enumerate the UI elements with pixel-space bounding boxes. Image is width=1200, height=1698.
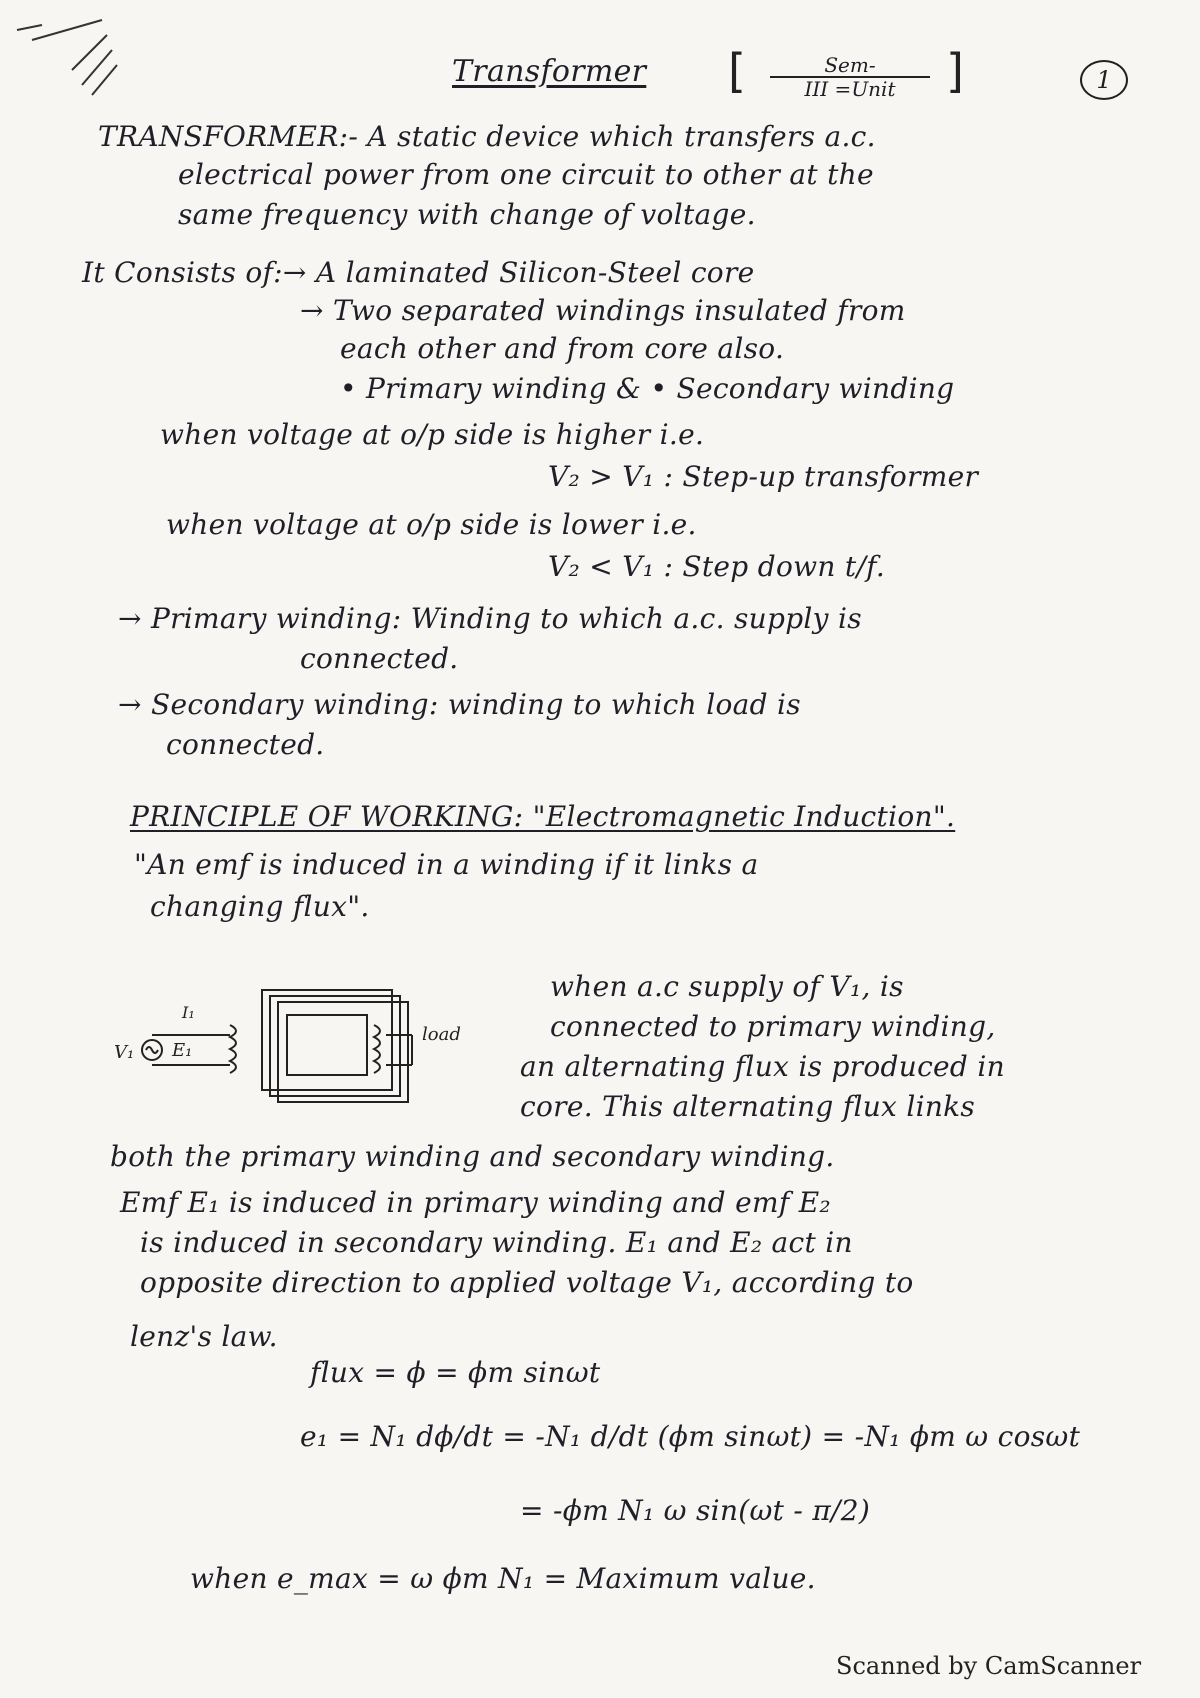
explanation-line-3: an alternating flux is produced in <box>520 1050 1005 1083</box>
definition-line-3: same frequency with change of voltage. <box>178 198 756 231</box>
unit-label <box>770 54 930 100</box>
i1-label: I₁ <box>182 1003 195 1022</box>
explanation-line-1: when a.c supply of V₁, is <box>550 970 904 1003</box>
emf-max-equation: when e_max = ω ϕm N₁ = Maximum value. <box>190 1562 816 1595</box>
secondary-winding-definition-2: connected. <box>166 728 325 761</box>
emf-equation: e₁ = N₁ dϕ/dt = -N₁ d/dt (ϕm sinωt) = -N₁ ϕm ω cosωt <box>300 1420 1081 1453</box>
load-label: load <box>422 1024 461 1045</box>
bracket-right: ] <box>946 44 964 98</box>
consists-line: It Consists of:→ A laminated Silicon-Steel core <box>82 256 755 289</box>
explanation-line-9: lenz's law. <box>130 1320 278 1353</box>
bracket-left: [ <box>728 44 746 98</box>
v1-label: V₁ <box>114 1042 135 1063</box>
step-up-formula: V₂ > V₁ : Step-up transformer <box>548 460 979 493</box>
scanner-watermark: Scanned by CamScanner <box>836 1652 1142 1680</box>
step-down-formula: V₂ < V₁ : Step down t/f. <box>548 550 886 583</box>
winding-types-line: • Primary winding & • Secondary winding <box>340 372 955 405</box>
explanation-line-4: core. This alternating flux links <box>520 1090 976 1123</box>
definition-line-2: electrical power from one circuit to other at the <box>178 158 874 191</box>
explanation-line-5: both the primary winding and secondary winding. <box>110 1140 835 1173</box>
explanation-line-8: opposite direction to applied voltage V₁, according to <box>140 1266 914 1299</box>
secondary-winding-definition: → Secondary winding: winding to which load is <box>118 688 801 721</box>
explanation-line-6: Emf E₁ is induced in primary winding and emf E₂ <box>120 1186 831 1219</box>
flux-equation: flux = ϕ = ϕm sinωt <box>310 1356 601 1389</box>
page-number: 1 <box>1080 60 1128 100</box>
transformer-sketch <box>112 980 492 1120</box>
emf-equation-2: = -ϕm N₁ ω sin(ωt - π/2) <box>520 1494 871 1527</box>
windings-line-2: each other and from core also. <box>340 332 785 365</box>
explanation-line-7: is induced in secondary winding. E₁ and E₂ act in <box>140 1226 853 1259</box>
windings-line: → Two separated windings insulated from <box>300 294 906 327</box>
principle-heading: PRINCIPLE OF WORKING: "Electromagnetic Induction". <box>130 800 956 833</box>
step-down-condition: when voltage at o/p side is lower i.e. <box>166 508 697 541</box>
e1-label: E₁ <box>172 1040 193 1061</box>
principle-quote-1: "An emf is induced in a winding if it links a <box>134 848 759 881</box>
primary-winding-definition-2: connected. <box>300 642 459 675</box>
principle-quote-2: changing flux". <box>150 890 370 923</box>
unit-label-top: Sem- <box>770 54 930 78</box>
explanation-line-2: connected to primary winding, <box>550 1010 996 1043</box>
step-up-condition: when voltage at o/p side is higher i.e. <box>160 418 705 451</box>
margin-scribble <box>12 10 122 100</box>
definition-line-1: TRANSFORMER:- A static device which transfers a.c. <box>98 120 876 153</box>
unit-label-bottom: III =Unit <box>804 77 896 101</box>
page-title: Transformer <box>452 54 647 89</box>
primary-winding-definition: → Primary winding: Winding to which a.c. supply is <box>118 602 862 635</box>
